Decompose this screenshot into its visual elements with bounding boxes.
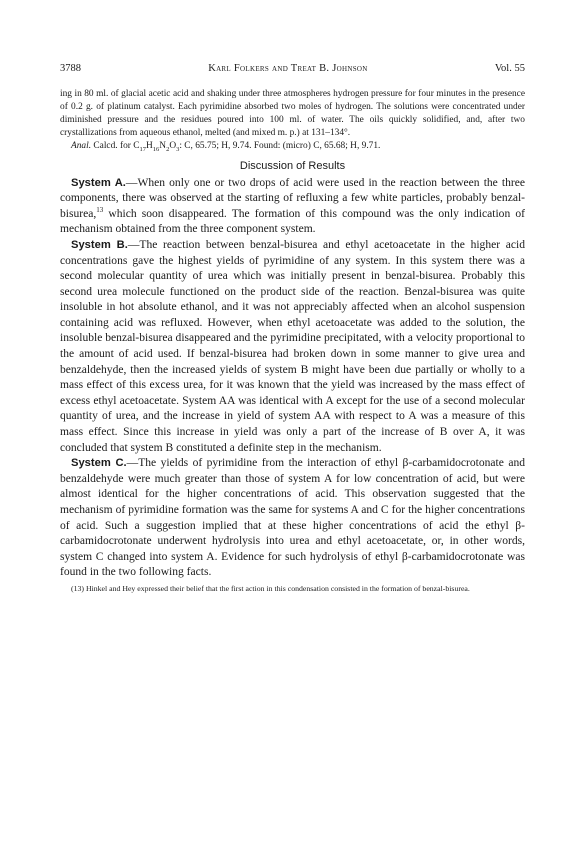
journal-page [60,62,525,594]
analysis-line [60,140,525,153]
system-b-text: —The reaction between benzal-bisurea and ethyl acetoacetate in the higher acid concentrations gave the highest yields of pyrimidine of any system. In this system there was a second molecular quantity of urea which was initially present in benzal-bisurea. Probably this second urea molecule functioned on the product side of the reaction. Benzal-bisurea was quite insoluble in hot absolute ethanol, and it was not appreciably affected when an alcohol suspension containing acid was refluxed. However, when ethyl acetoacetate was added to the solution, the insoluble benzal-bisurea disappeared and the pyrimidine precipitated, with a velocity proportional to the amount of acid used. If benzal-bisurea had broken down in some manner to give urea and benzaldehyde, then the increased yields of system B might have been due partially or wholly to a mass effect of this excess urea, for it was known that the yield was increased by the mass effect of excess ethyl acetoacetate. System AA was identical with A except for the use of a second molecular quantity of urea, and the increase in yield of system AA with respect to A was a measure of this mass effect. Since this increase in yield was only a part of the increase of B over A, it was concluded that system B constituted a definite step in the mechanism. [60,238,525,454]
intro-paragraph: ing in 80 ml. of glacial acetic acid and shaking under three atmospheres hydrogen pressure for four minutes in the presence of 0.2 g. of platinum catalyst. Each pyrimidine absorbed two moles of hydrogen. The solutions were concentrated under diminished pressure and the residues poured into 100 ml. of water. The oils quickly solidified, and, after two crystallizations from aqueous ethanol, melted (and mixed m. p.) at 131–134°. [60,89,525,138]
volume-label: Vol. 55 [494,63,525,74]
analysis-values: : C, 65.75; H, 9.74. Found: (micro) C, 65.68; H, 9.71. [179,140,381,151]
formula-el-h: H [146,140,153,151]
formula-sub-n: 2 [166,145,170,153]
page-number: 3788 [60,63,81,74]
footnote-number: (13) [71,583,84,593]
system-b-paragraph [60,238,525,456]
experimental-section [60,88,525,153]
anal-label: Anal. [71,140,92,151]
footnote-ref-13: 13 [96,205,104,214]
footnote [60,584,525,595]
discussion-body [60,176,525,581]
system-a-label: System A. [71,176,126,189]
page-header [60,62,525,76]
system-b-label: System B. [71,238,128,251]
formula-sub-o: 3 [176,145,180,153]
section-title: Discussion of Results [239,159,346,172]
system-a-paragraph [60,176,525,238]
system-c-label: System C. [71,457,127,470]
system-a-text-end: which soon disappeared. The formation of this compound was the only indication of mechanism obtained from the three component system. [60,207,525,236]
formula-el-o: O [169,140,177,151]
footnote-text: Hinkel and Hey expressed their belief that the first action in this condensation consisted in the formation of benzal-bisurea. [84,583,470,593]
calcd-prefix: Calcd. for C [93,140,140,151]
running-title: Karl Folkers and Treat B. Johnson [208,63,368,74]
footnote-13 [60,584,525,595]
system-c-paragraph [60,456,525,581]
formula-sub-h: 16 [152,145,160,153]
formula-el-n: N [159,140,167,151]
system-a-text: —When only one or two drops of acid were used in the reaction between the three components, there was observed at the starting of refluxing a few white particles, probably benzal-bisurea, [60,176,525,220]
system-c-text: —The yields of pyrimidine from the interaction of ethyl β-carbamidocrotonate and benzaldehyde were much greater than those of system A for low concentration of acid, but were almost identical for the higher concentrations of acid. This observation suggested that the mechanism of pyrimidine formation was the same for systems A and C for the higher concentrations of acid. Such a suggestion implied that at these higher concentrations of acid the ethyl β-carbamidocrotonate underwent hydrolysis into urea and ethyl acetoacetate, or, in other words, system C changed into system A. Evidence for such hydrolysis of ethyl β-carbamidocrotonate was found in the two following facts. [60,457,525,579]
formula-sub-c: 17 [139,145,146,153]
